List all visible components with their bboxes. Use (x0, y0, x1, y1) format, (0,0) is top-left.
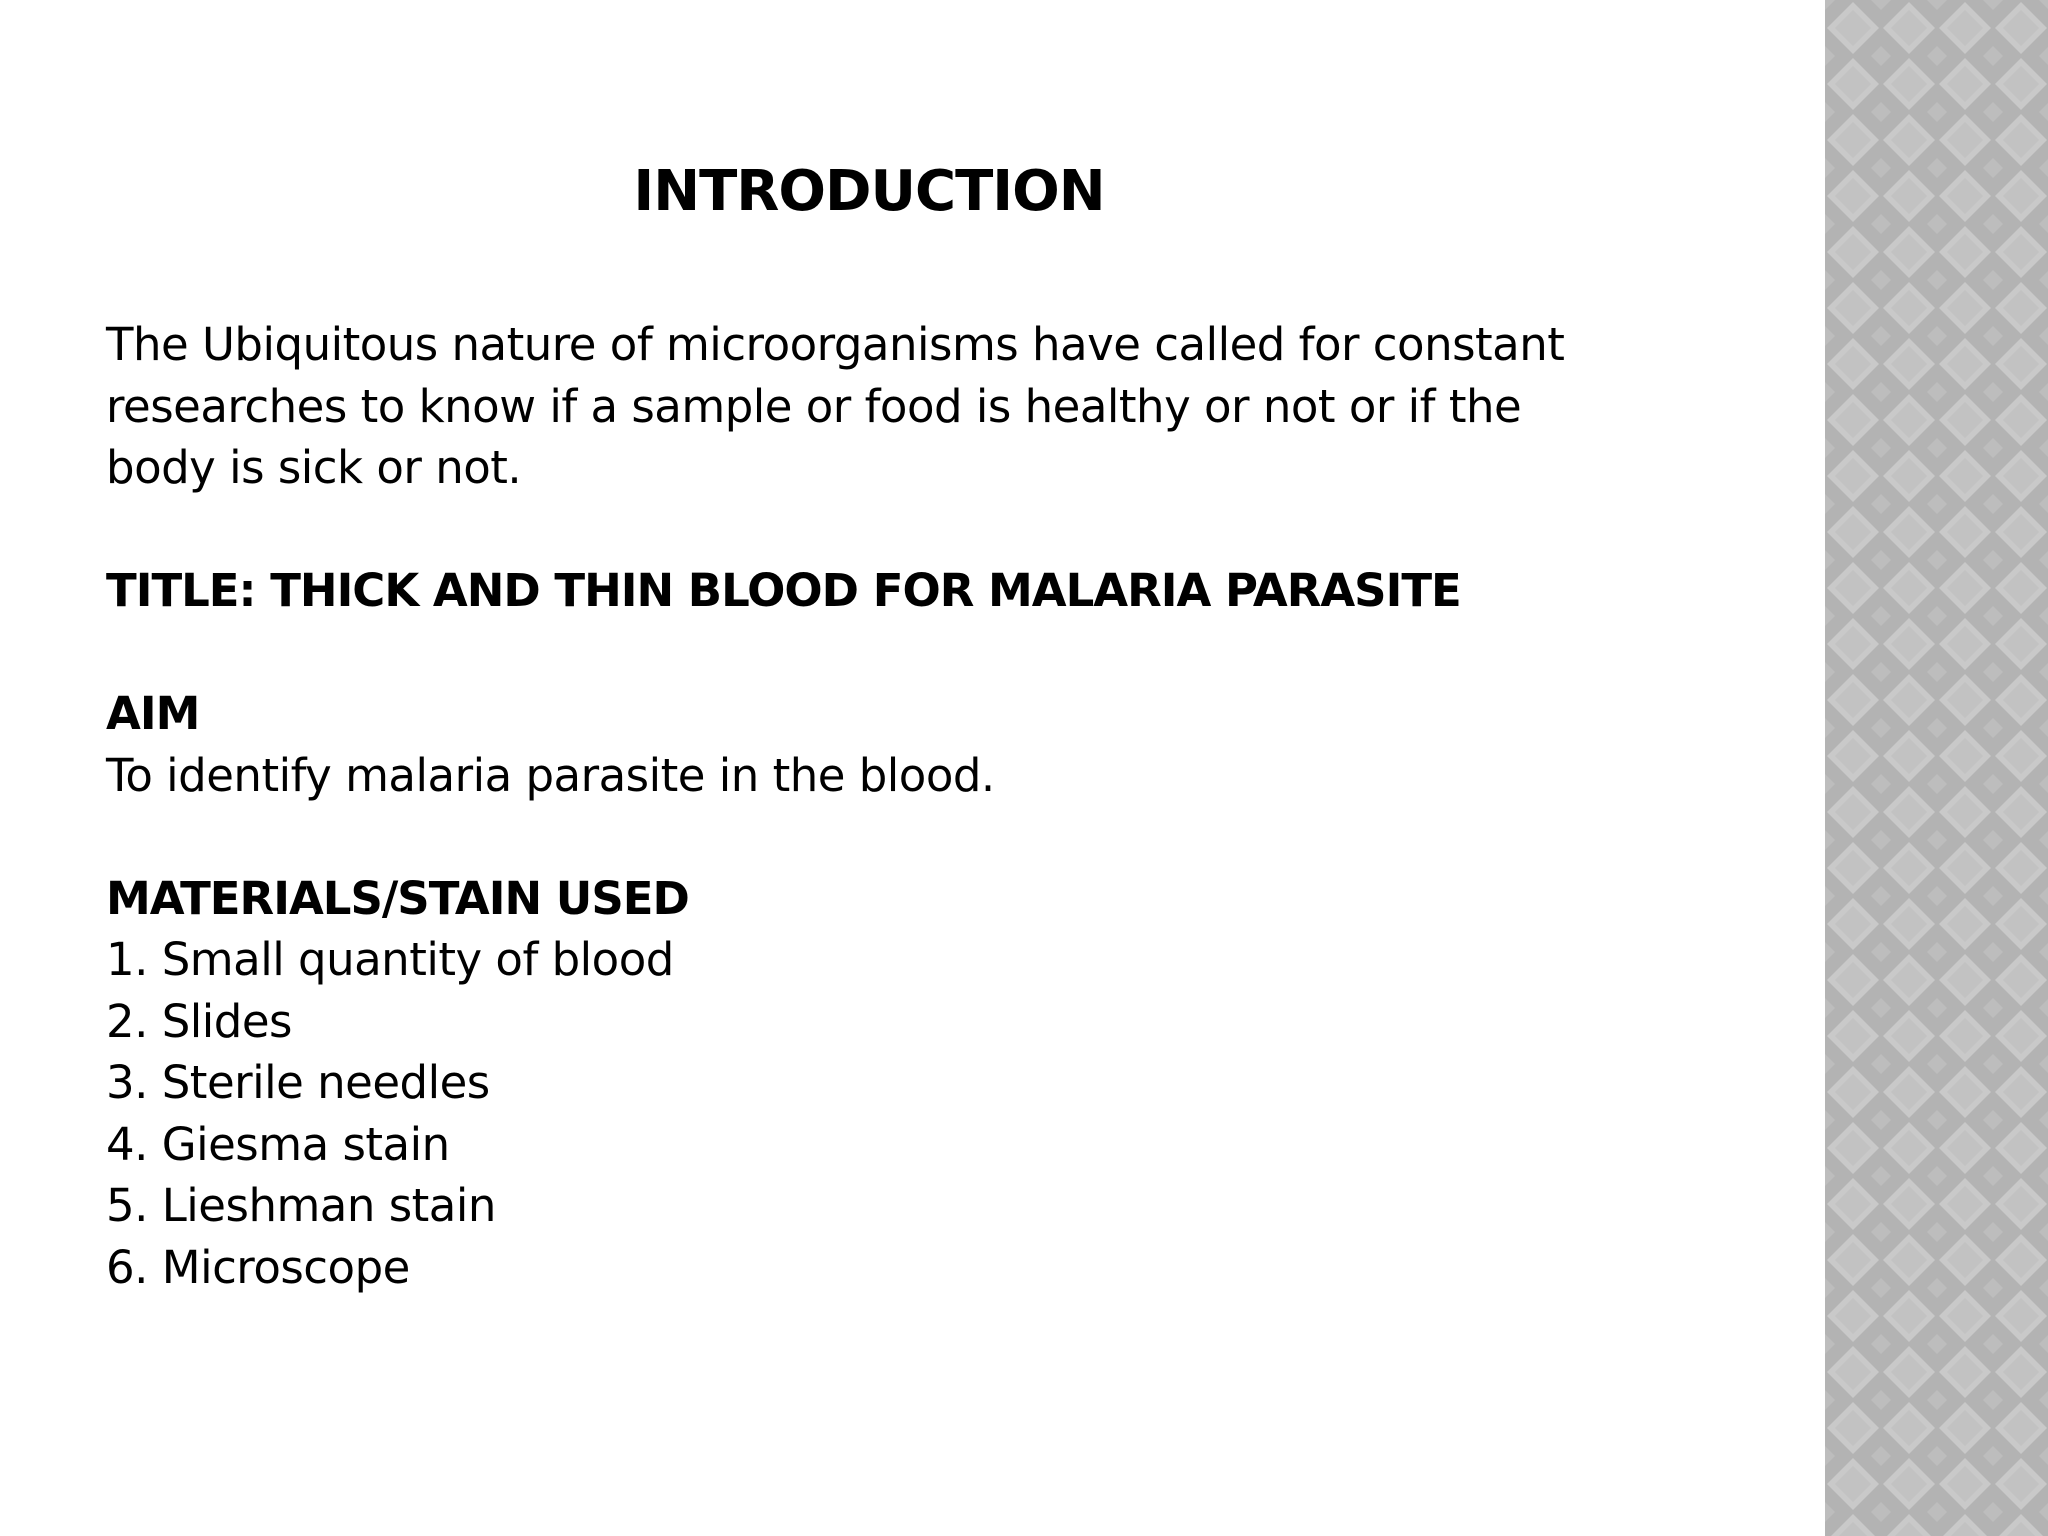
materials-heading: MATERIALS/STAIN USED (106, 871, 689, 925)
spacer (106, 622, 1746, 684)
materials-list-item: 4. Giesma stain (106, 1117, 450, 1171)
slide-body (106, 314, 1746, 1298)
materials-list-item: 5. Lieshman stain (106, 1179, 496, 1232)
intro-line: researches to know if a sample or food is healthy or not or if the (106, 379, 1522, 433)
intro-line: body is sick or not. (106, 441, 522, 494)
slide-title: INTRODUCTION (633, 159, 1105, 224)
materials-list-item: 3. Sterile needles (106, 1056, 490, 1109)
aim-heading: AIM (106, 687, 200, 740)
diamond-pattern-graphic (1825, 0, 2048, 1536)
project-title: TITLE: THICK AND THIN BLOOD FOR MALARIA PARASITE (106, 564, 1461, 617)
materials-list-item: 1. Small quantity of blood (106, 933, 674, 986)
aim-text: To identify malaria parasite in the blood. (106, 748, 995, 802)
spacer (106, 499, 1746, 561)
materials-list-item: 6. Microscope (106, 1240, 410, 1294)
materials-list-item: 2. Slides (106, 994, 293, 1048)
decorative-side-panel (1825, 0, 2048, 1536)
spacer (106, 806, 1746, 868)
intro-line: The Ubiquitous nature of microorganisms have called for constant (106, 318, 1565, 371)
